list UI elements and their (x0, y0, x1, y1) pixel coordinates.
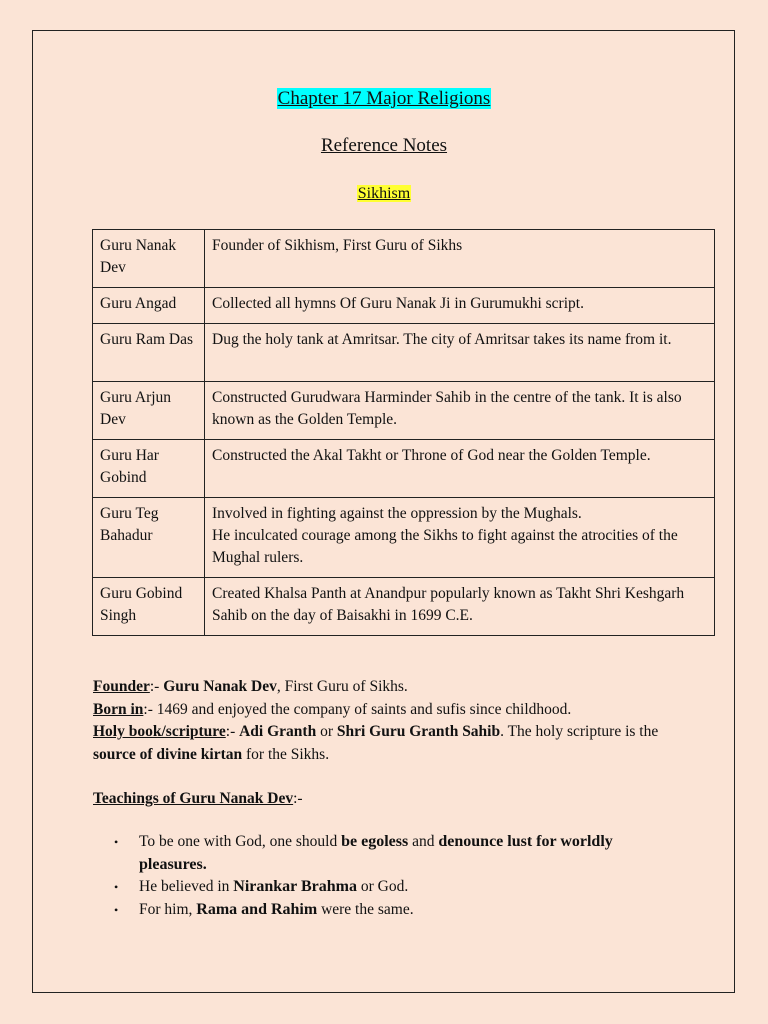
bullet-icon: • (114, 880, 119, 894)
table-row (93, 440, 715, 498)
teaching-bold: denounce lust for worldly pleasures. (139, 833, 613, 873)
list-item (93, 831, 653, 876)
table-row (93, 578, 715, 636)
teaching-text: or God. (356, 878, 409, 895)
holy-book-line (93, 721, 693, 766)
page-title-text: Chapter 17 Major Religions (277, 88, 491, 109)
teachings-heading-text: Teachings of Guru Nanak Dev (93, 790, 294, 807)
teaching-text: For him, (139, 900, 197, 918)
guru-name: Guru Arjun Dev (93, 382, 205, 440)
guru-name: Guru Angad (93, 288, 205, 324)
guru-name: Guru Teg Bahadur (93, 498, 205, 578)
bullet-icon: • (114, 835, 119, 849)
table-row (93, 230, 715, 288)
founder-name: Guru Nanak Dev (163, 678, 277, 695)
holy-book-1: Adi Granth (239, 723, 317, 740)
section-heading (0, 184, 768, 204)
guru-desc: Dug the holy tank at Amritsar. The city of Amritsar takes its name from it. (205, 324, 715, 382)
gurus-table (92, 229, 715, 636)
section-heading-text: Sikhism (357, 185, 411, 202)
teaching-bold: Nirankar Brahma (233, 878, 357, 895)
list-item (93, 899, 653, 922)
guru-name: Guru Gobind Singh (93, 578, 205, 636)
holy-or: or (316, 723, 337, 740)
teaching-text: He believed in (139, 878, 234, 895)
guru-desc: Created Khalsa Panth at Anandpur popularly known as Takht Shri Keshgarh Sahib on the day of Baisakhi in 1699 C.E. (205, 578, 715, 636)
guru-desc: Constructed Gurudwara Harminder Sahib in the centre of the tank. It is also known as the Golden Temple. (205, 382, 715, 440)
guru-desc: Founder of Sikhism, First Guru of Sikhs (205, 230, 715, 288)
list-item (93, 876, 653, 899)
teaching-bold: be egoless (341, 833, 409, 850)
founder-label: Founder (93, 678, 150, 695)
born-line (93, 699, 693, 722)
guru-desc (205, 498, 715, 578)
born-label: Born in (93, 700, 144, 718)
holy-label: Holy book/scripture (93, 723, 226, 740)
teaching-text: To be one with God, one should (139, 833, 342, 850)
founder-rest: , First Guru of Sikhs. (276, 678, 408, 695)
guru-desc-line: Involved in fighting against the oppression by the Mughals. (212, 505, 582, 522)
guru-desc-line: He inculcated courage among the Sikhs to fight against the atrocities of the Mughal rulers. (212, 527, 678, 566)
separator: :- (225, 723, 240, 740)
guru-desc: Constructed the Akal Takht or Throne of God near the Golden Temple. (205, 440, 715, 498)
table-row (93, 288, 715, 324)
guru-name: Guru Ram Das (93, 324, 205, 382)
guru-name: Guru Har Gobind (93, 440, 205, 498)
holy-book-2: Shri Guru Granth Sahib (336, 723, 501, 740)
bullet-icon: • (114, 902, 119, 917)
facts-block (93, 676, 693, 766)
teaching-bold: Rama and Rahim (196, 900, 318, 918)
page-subtitle: Reference Notes (320, 135, 448, 156)
separator: :- (149, 678, 164, 695)
teaching-text: and (408, 833, 439, 850)
guru-desc: Collected all hymns Of Guru Nanak Ji in Gurumukhi script. (205, 288, 715, 324)
born-rest: :- 1469 and enjoyed the company of saints and sufis since childhood. (143, 700, 572, 718)
teachings-heading (93, 788, 303, 810)
holy-book-3: source of divine kirtan (93, 745, 243, 763)
teaching-text: were the same. (317, 900, 414, 918)
founder-line (93, 676, 693, 699)
holy-end: for the Sikhs. (242, 745, 330, 763)
teachings-list (93, 831, 653, 921)
table-row (93, 498, 715, 578)
page-title (0, 88, 768, 110)
holy-mid: . The holy scripture is the (500, 723, 659, 740)
table-row (93, 382, 715, 440)
guru-name: Guru Nanak Dev (93, 230, 205, 288)
table-row (93, 324, 715, 382)
separator: :- (293, 790, 303, 807)
